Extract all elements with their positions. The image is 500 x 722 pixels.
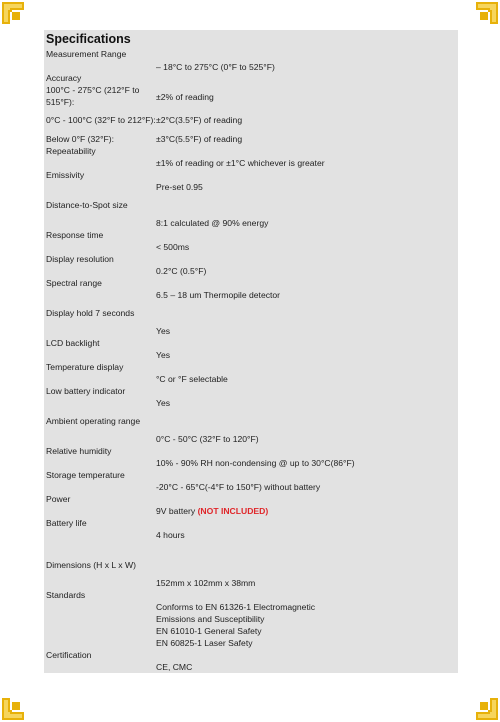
spec-value: ±2°C(3.5°F) of reading (156, 115, 243, 125)
spec-label: Battery life (46, 518, 87, 528)
spec-value: EN 60825-1 Laser Safety (156, 638, 253, 648)
spec-label: Power (46, 494, 71, 504)
spec-label: Display hold 7 seconds (46, 308, 135, 318)
spec-value: Yes (156, 350, 171, 360)
spec-label: Temperature display (46, 362, 124, 372)
spec-value: ±2% of reading (156, 92, 214, 102)
spec-value (156, 505, 268, 517)
spec-value: Conforms to EN 61326-1 Electromagnetic (156, 602, 316, 612)
spec-label: Response time (46, 230, 104, 240)
spec-label: Low battery indicator (46, 386, 126, 396)
spec-label: Storage temperature (46, 470, 125, 480)
spec-label: Display resolution (46, 254, 114, 264)
corner-ornament-icon (0, 688, 34, 722)
spec-value: EN 61010-1 General Safety (156, 626, 262, 636)
power-value-text: 9V battery (156, 506, 196, 516)
spec-value: < 500ms (156, 242, 190, 252)
spec-label: Distance-to-Spot size (46, 200, 128, 210)
spec-value: 8:1 calculated @ 90% energy (156, 218, 269, 228)
spec-value: -20°C - 65°C(-4°F to 150°F) without battery (156, 482, 321, 492)
spec-value: 0°C - 50°C (32°F to 120°F) (156, 434, 259, 444)
corner-ornament-icon (466, 0, 500, 34)
spec-label: LCD backlight (46, 338, 100, 348)
spec-value: 152mm x 102mm x 38mm (156, 578, 256, 588)
spec-sublabel: Below 0°F (32°F): (46, 134, 115, 144)
spec-label: Emissivity (46, 170, 85, 180)
spec-value: °C or °F selectable (156, 374, 228, 384)
spec-value: ±1% of reading or ±1°C whichever is greater (156, 158, 325, 168)
corner-ornament-icon (466, 688, 500, 722)
spec-label: Repeatability (46, 146, 96, 156)
spec-label: Relative humidity (46, 446, 112, 456)
corner-ornament-icon (0, 0, 34, 34)
spec-sublabel: 515°F): (46, 97, 75, 107)
spec-label: Dimensions (H x L x W) (46, 560, 136, 570)
spec-label: Certification (46, 650, 92, 660)
spec-sublabel: 100°C - 275°C (212°F to (46, 85, 140, 95)
spec-value: Yes (156, 398, 171, 408)
spec-label: Accuracy (46, 73, 82, 83)
spec-value: 6.5 – 18 um Thermopile detector (156, 290, 281, 300)
not-included-note: (NOT INCLUDED) (197, 506, 269, 516)
spec-value: ±3°C(5.5°F) of reading (156, 134, 243, 144)
spec-value: Emissions and Susceptibility (156, 614, 265, 624)
spec-value: – 18°C to 275°C (0°F to 525°F) (156, 62, 275, 72)
spec-sublabel: 0°C - 100°C (32°F to 212°F): (46, 115, 156, 125)
spec-label: Spectral range (46, 278, 102, 288)
spec-label: Ambient operating range (46, 416, 141, 426)
spec-label: Measurement Range (46, 49, 127, 59)
spec-value: Yes (156, 326, 171, 336)
spec-value: 10% - 90% RH non-condensing @ up to 30°C(86°F) (156, 458, 355, 468)
spec-label: Standards (46, 590, 86, 600)
page-title: Specifications (46, 32, 131, 46)
spec-value: 4 hours (156, 530, 185, 540)
spec-value: CE, CMC (156, 662, 193, 672)
spec-value: Pre-set 0.95 (156, 182, 203, 192)
spec-value: 0.2°C (0.5°F) (156, 266, 207, 276)
